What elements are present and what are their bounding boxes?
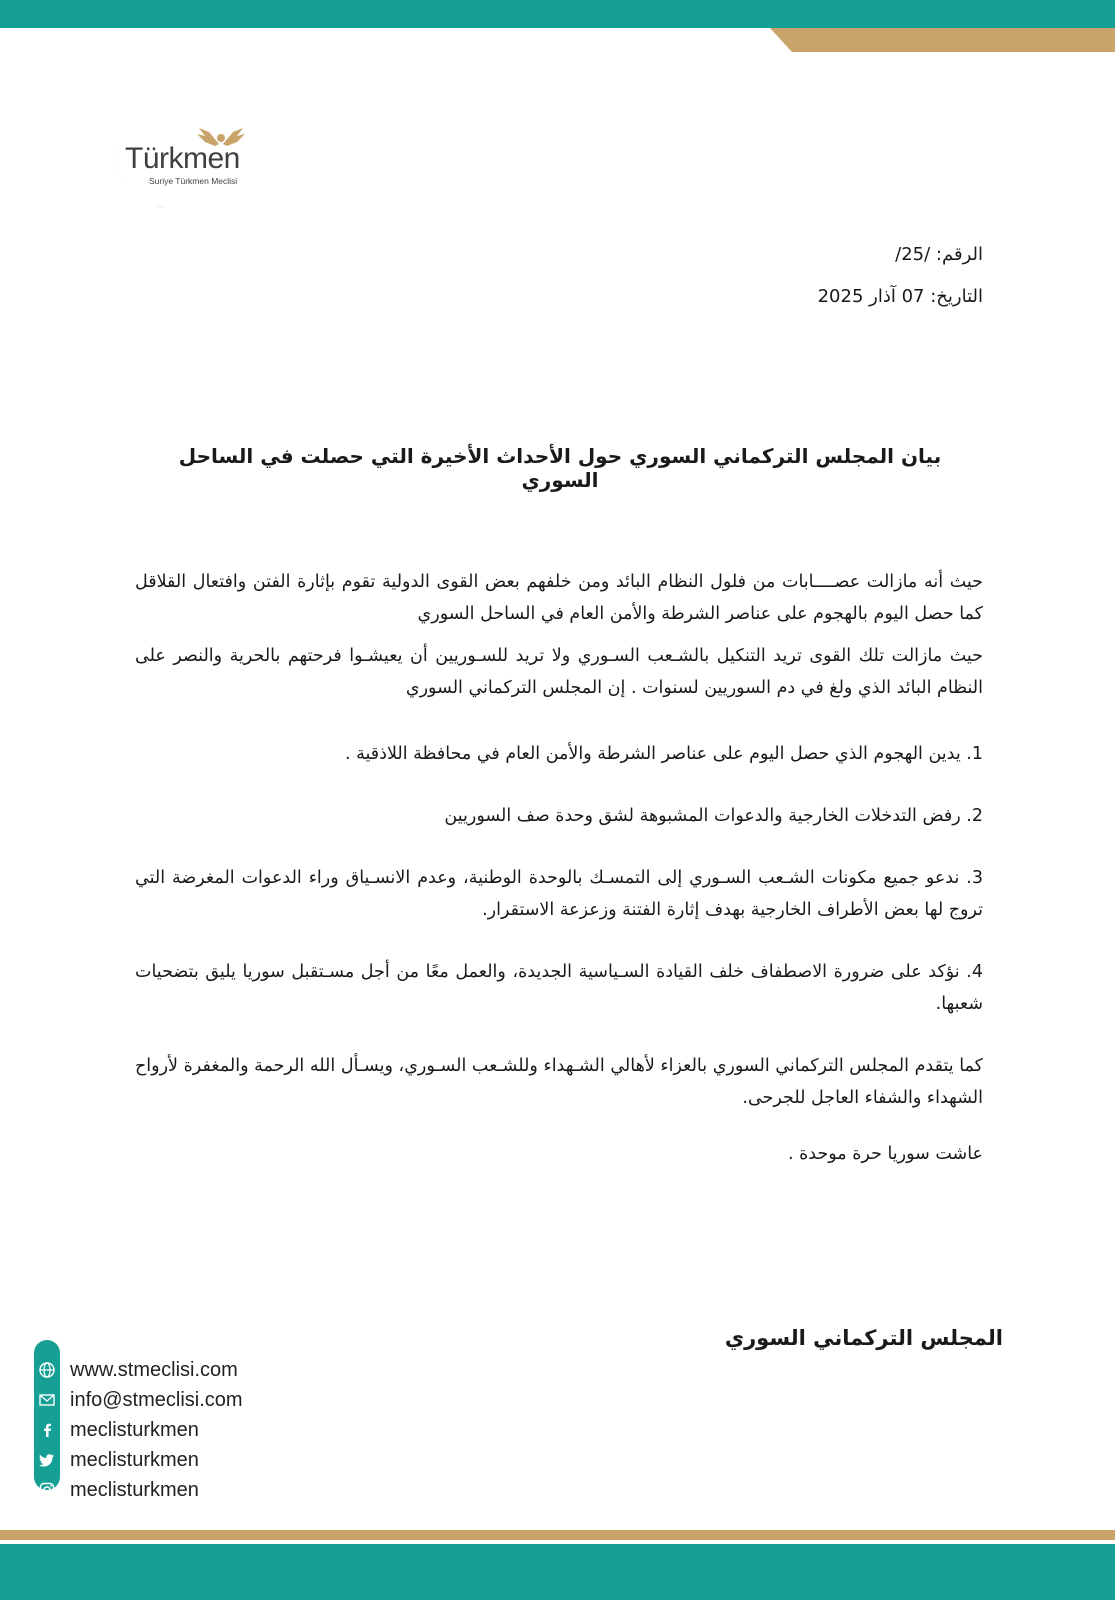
statement-title: بيان المجلس التركماني السوري حول الأحداث الأخيرة التي حصلت في الساحل السوري [178, 444, 942, 492]
instagram-icon [38, 1481, 56, 1499]
contact-email-link[interactable]: info@stmeclisi.com [70, 1389, 243, 1411]
logo-subtitle: Suriye Türkmen Meclisi [149, 176, 238, 186]
list-item: 3. ندعو جميع مكونات الشـعب السـوري إلى التمسـك بالوحدة الوطنية، وعدم الانسـياق وراء الدعوات المغرضة التي تروج لها بعض الأطراف الخارجية بهدف إثارة الفتنة وزعزعة الاستقرار. [135, 868, 983, 920]
contact-website-link[interactable]: www.stmeclisi.com [70, 1359, 238, 1381]
bottom-gold-band [0, 1530, 1115, 1540]
facebook-icon [38, 1421, 56, 1439]
paragraph-2: حيث مازالت تلك القوى تريد التنكيل بالشـعب السـوري ولا تريد للسـوريين أن يعيشـوا فرحتهم بالحرية والنصر على النظام البائد الذي ولغ في دم السوريين لسنوات . إن المجلس التركماني السوري [135, 646, 983, 698]
statement-body [135, 566, 983, 1170]
list-item: 4. نؤكد على ضرورة الاصطفاف خلف القيادة السـياسية الجديدة، والعمل معًا من أجل مسـتقبل سوريا يليق بتضحيات شعبها. [135, 962, 983, 1014]
contact-facebook-link[interactable]: meclisturkmen [70, 1419, 199, 1441]
contact-twitter-link[interactable]: meclisturkmen [70, 1449, 199, 1471]
list-item: 1. يدين الهجوم الذي حصل اليوم على عناصر الشرطة والأمن العام في محافظة اللاذقية . [345, 744, 983, 764]
bottom-teal-band [0, 1544, 1115, 1600]
logo-wordmark: Türkmen [125, 142, 240, 175]
paragraph-1: حيث أنه مازالت عصــــابات من فلول النظام البائد ومن خلفهم بعض القوى الدولية تقوم بإثارة الفتن وافتعال القلاقل كما حصل اليوم بالهجوم على عناصر الشرطة والأمن العام في الساحل السوري [135, 572, 983, 624]
turkmen-logo [95, 108, 265, 213]
twitter-icon [38, 1451, 56, 1469]
top-gold-band [770, 28, 1115, 52]
closing-line: عاشت سوريا حرة موحدة . [787, 1144, 983, 1164]
globe-icon [38, 1361, 56, 1379]
document-number: الرقم: /25/ [895, 244, 983, 265]
mail-icon [38, 1391, 56, 1409]
condolence-paragraph: كما يتقدم المجلس التركماني السوري بالعزاء لأهالي الشـهداء وللشـعب السـوري، ويسـأل الله الرحمة والمغفرة لأرواح الشهداء والشفاء العاجل للجرحى. [135, 1056, 983, 1108]
contact-instagram-link[interactable]: meclisturkmen [70, 1479, 199, 1501]
top-teal-band [0, 0, 1115, 28]
signature: المجلس التركماني السوري [724, 1326, 1003, 1350]
list-item: 2. رفض التدخلات الخارجية والدعوات المشبوهة لشق وحدة صف السوريين [444, 806, 983, 826]
document-date: التاريخ: 07 آذار 2025 [817, 286, 983, 307]
